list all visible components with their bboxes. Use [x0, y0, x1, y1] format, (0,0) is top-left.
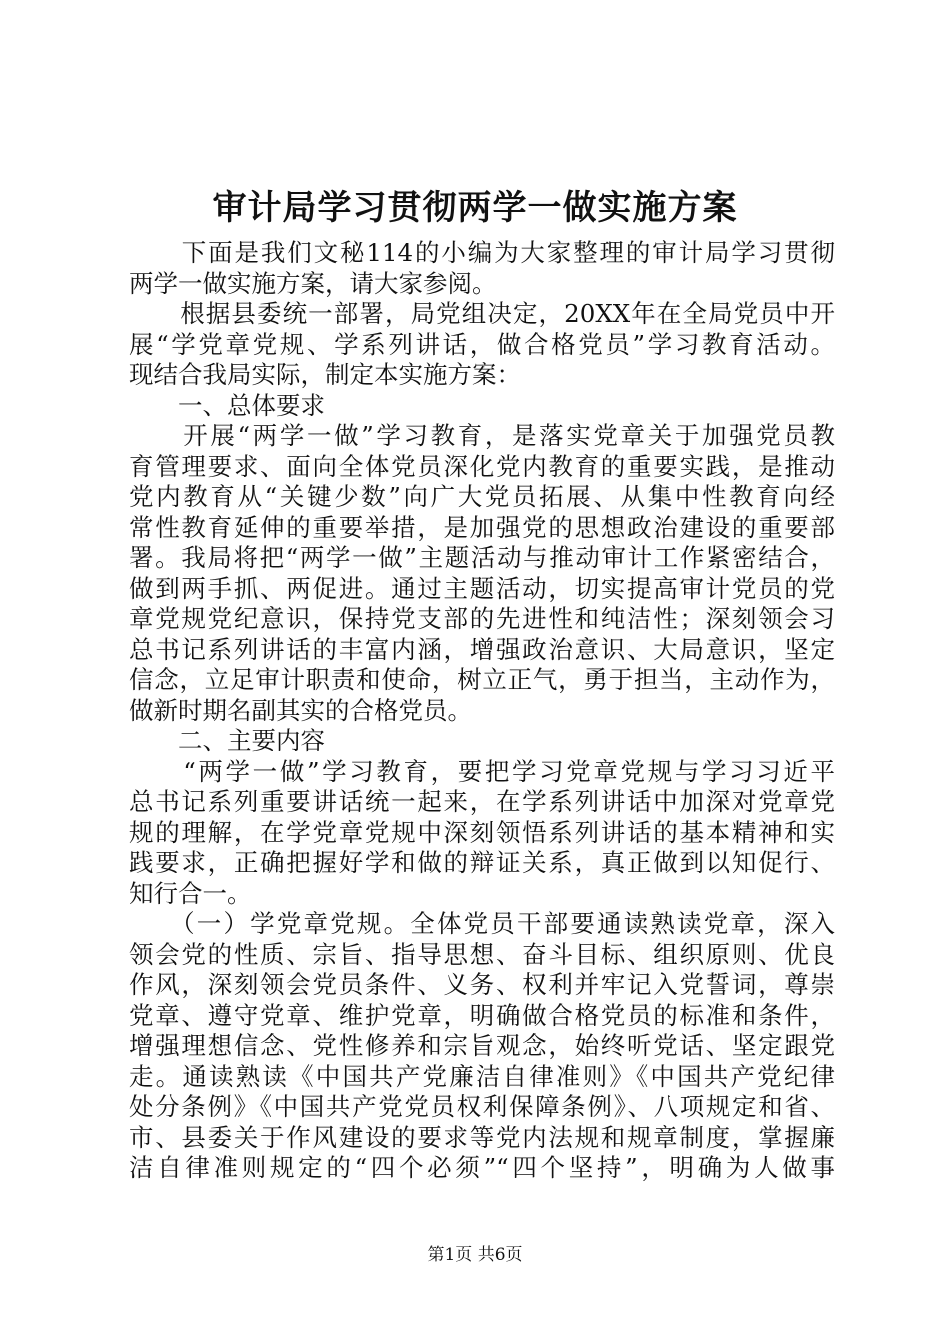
text-line: 总书记系列重要讲话统一起来，在学系列讲话中加深对党章党: [129, 787, 835, 816]
text-line: （一）学党章党规。全体党员干部要通读熟读党章，深入: [129, 909, 835, 938]
text-line: 展“学党章党规、学系列讲话，做合格党员”学习教育活动。: [129, 329, 835, 359]
text-line: 署。我局将把“两学一做”主题活动与推动审计工作紧密结合，: [129, 543, 835, 572]
text-line: 处分条例》《中国共产党党员权利保障条例》、八项规定和省、: [129, 1092, 835, 1121]
text-line: 做到两手抓、两促进。通过主题活动，切实提高审计党员的党: [129, 573, 835, 603]
text-line: 育管理要求、面向全体党员深化党内教育的重要实践，是推动: [129, 451, 835, 481]
page-footer: 第1页 共6页: [427, 1245, 523, 1265]
text-line: 总书记系列讲话的丰富内涵，增强政治意识、大局意识，坚定: [129, 634, 835, 664]
text-line: 根据县委统一部署，局党组决定，20XX年在全局党员中开: [129, 299, 835, 328]
text-line: 做新时期名副其实的合格党员。: [129, 695, 472, 725]
text-line: 洁自律准则规定的“四个必须”“四个坚持”，明确为人做事: [129, 1153, 835, 1182]
text-line: 两学一做实施方案，请大家参阅。: [129, 268, 497, 298]
text-line: 市、县委关于作风建设的要求等党内法规和规章制度，掌握廉: [129, 1122, 835, 1152]
document-title: 审计局学习贯彻两学一做实施方案: [212, 188, 738, 228]
text-line: 章党规党纪意识，保持党支部的先进性和纯洁性；深刻领会习: [129, 604, 835, 633]
text-line: 信念，立足审计职责和使命，树立正气，勇于担当，主动作为，: [129, 665, 835, 694]
text-line: 开展“两学一做”学习教育，是落实党章关于加强党员教: [129, 421, 835, 450]
text-line: 一、总体要求: [129, 390, 325, 420]
text-line: 增强理想信念、党性修养和宗旨观念，始终听党话、坚定跟党: [129, 1031, 835, 1060]
text-line: 领会党的性质、宗旨、指导思想、奋斗目标、组织原则、优良: [129, 939, 835, 969]
text-line: 党章、遵守党章、维护党章，明确做合格党员的标准和条件，: [129, 1000, 835, 1030]
text-line: 党内教育从“关键少数”向广大党员拓展、从集中性教育向经: [129, 482, 835, 511]
text-line: 作风，深刻领会党员条件、义务、权利并牢记入党誓词，尊崇: [129, 970, 835, 999]
text-line: 走。通读熟读《中国共产党廉洁自律准则》《中国共产党纪律: [129, 1061, 835, 1091]
text-line: 践要求，正确把握好学和做的辩证关系，真正做到以知促行、: [129, 848, 835, 877]
text-line: 现结合我局实际，制定本实施方案：: [129, 360, 521, 389]
text-line: 知行合一。: [129, 878, 252, 908]
text-line: 下面是我们文秘114的小编为大家整理的审计局学习贯彻: [129, 238, 835, 267]
text-line: 常性教育延伸的重要举措，是加强党的思想政治建设的重要部: [129, 512, 835, 542]
document-body: [129, 238, 835, 1184]
text-line: “两学一做”学习教育，要把学习党章党规与学习习近平: [129, 756, 835, 786]
text-line: 二、主要内容: [129, 726, 325, 755]
text-line: 规的理解，在学党章党规中深刻领悟系列讲话的基本精神和实: [129, 817, 835, 847]
